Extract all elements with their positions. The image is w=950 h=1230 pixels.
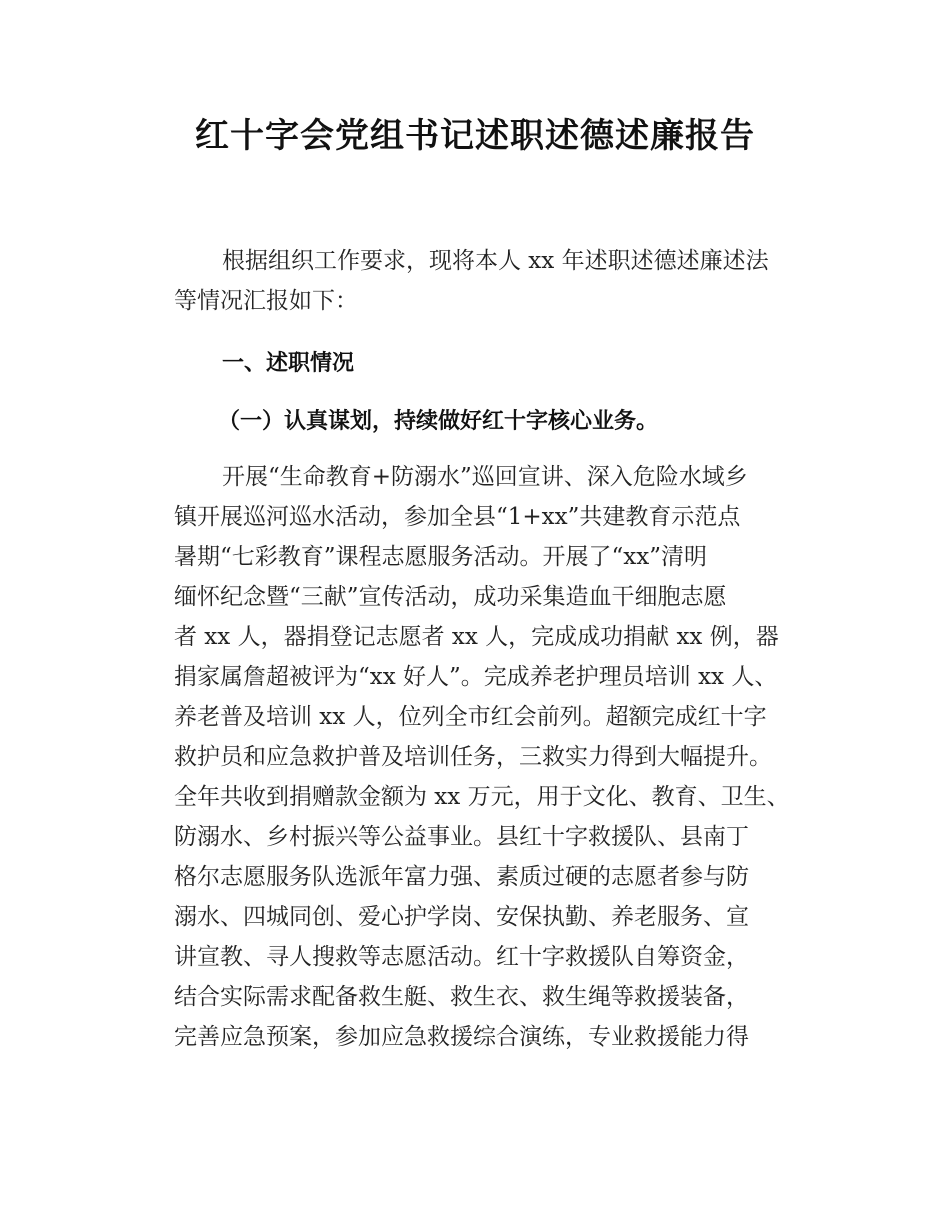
intro-paragraph — [174, 241, 824, 321]
paragraph-line: 全年共收到捐赠款金额为 xx 万元，用于文化、教育、卫生、 — [174, 784, 790, 810]
paragraph-line: 结合实际需求配备救生艇、救生衣、救生绳等救援装备， — [174, 984, 749, 1010]
paragraph-line: 防溺水、乡村振兴等公益事业。县红十字救援队、县南丁 — [174, 824, 749, 850]
section-heading: 一、述职情况 — [222, 351, 355, 376]
paragraph-line: 完善应急预案，参加应急救援综合演练，专业救援能力得 — [174, 1024, 749, 1050]
document-title: 红十字会党组书记述职述德述廉报告 — [195, 116, 755, 156]
paragraph-line: 养老普及培训 xx 人，位列全市红会前列。超额完成红十字 — [174, 704, 767, 730]
paragraph-line: 溺水、四城同创、爱心护学岗、安保执勤、养老服务、宣 — [174, 904, 749, 930]
paragraph-line: 格尔志愿服务队选派年富力强、素质过硬的志愿者参与防 — [174, 864, 749, 890]
paragraph-line: 等情况汇报如下： — [174, 288, 358, 314]
paragraph-line: 救护员和应急救护普及培训任务，三救实力得到大幅提升。 — [174, 744, 772, 770]
body-paragraph — [174, 457, 824, 1057]
paragraph-line: 开展“生命教育+防溺水”巡回宣讲、深入危险水域乡 — [222, 464, 748, 490]
subsection-heading: （一）认真谋划，持续做好红十字核心业务。 — [218, 409, 659, 434]
paragraph-line: 者 xx 人，器捐登记志愿者 xx 人，完成成功捐献 xx 例，器 — [174, 624, 779, 650]
paragraph-line: 根据组织工作要求，现将本人 xx 年述职述德述廉述法 — [222, 248, 769, 274]
paragraph-line: 暑期“七彩教育”课程志愿服务活动。开展了“xx”清明 — [174, 544, 707, 570]
paragraph-line: 镇开展巡河巡水活动，参加全县“1+xx”共建教育示范点 — [174, 504, 741, 530]
paragraph-line: 讲宣教、寻人搜救等志愿活动。红十字救援队自筹资金， — [174, 944, 749, 970]
paragraph-line: 捐家属詹超被评为“xx 好人”。完成养老护理员培训 xx 人、 — [174, 664, 778, 690]
paragraph-line: 缅怀纪念暨“三献”宣传活动，成功采集造血干细胞志愿 — [174, 584, 727, 610]
